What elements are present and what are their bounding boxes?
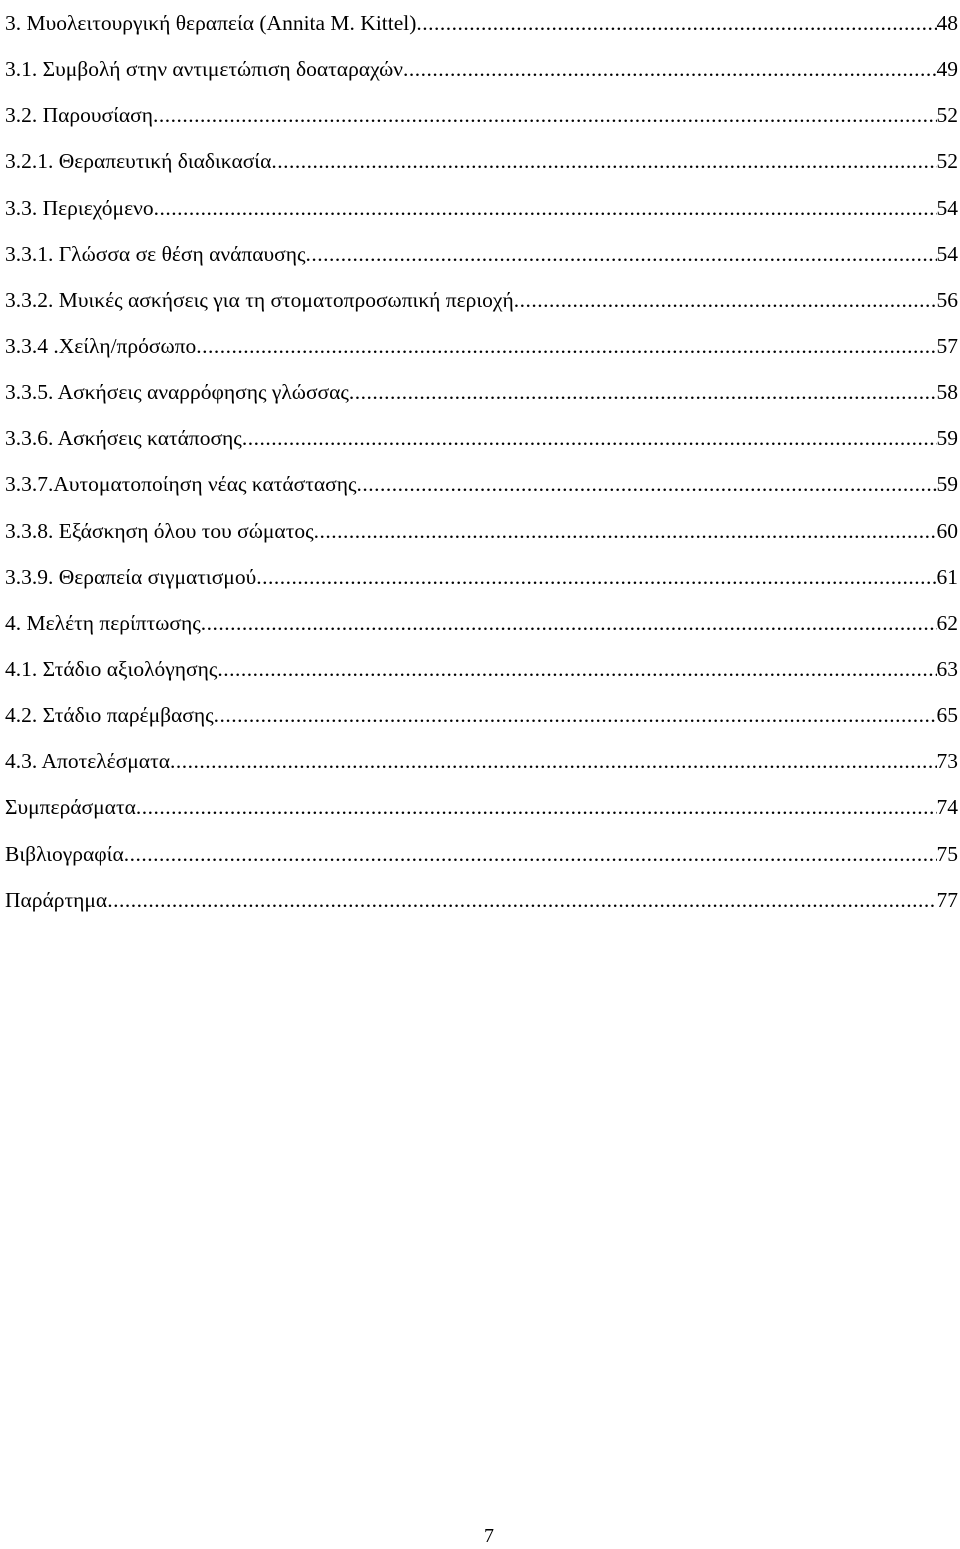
toc-entry-page: 65 [936,703,958,728]
toc-dot-leader [256,554,936,600]
toc-entry-page: 75 [936,841,958,866]
toc-entry-title: 3.3.7.Αυτοματοποίηση νέας κατάστασης [5,472,357,497]
toc-entry-page: 49 [936,57,958,82]
toc-entry[interactable] [5,138,958,184]
toc-entry-page: 59 [936,426,958,451]
toc-entry-title: 3.2.1. Θεραπευτική διαδικασία [5,149,272,174]
toc-dot-leader [403,46,936,92]
toc-entry-title: 3.2. Παρουσίαση [5,103,154,128]
toc-dot-leader [217,646,936,692]
page-number: 7 [484,1525,494,1547]
toc-entry[interactable] [5,0,958,46]
toc-dot-leader [416,0,936,46]
toc-entry[interactable] [5,600,958,646]
toc-entry[interactable] [5,277,958,323]
toc-entry[interactable] [5,784,958,830]
toc-entry[interactable] [5,738,958,784]
toc-entry[interactable] [5,92,958,138]
toc-entry-title: 3.3.8. Εξάσκηση όλου του σώματος [5,518,314,543]
toc-dot-leader [201,600,937,646]
toc-entry-page: 58 [936,380,958,405]
toc-entry-page: 73 [936,749,958,774]
toc-dot-leader [136,784,937,830]
toc-entry-page: 56 [936,287,958,312]
toc-entry-title: 3.3.2. Μυικές ασκήσεις για τη στοματοπροσωπική περιοχή [5,287,514,312]
toc-entry-page: 61 [936,564,958,589]
toc-entry[interactable] [5,831,958,877]
toc-entry-title: 3.3.6. Ασκήσεις κατάποσης [5,426,242,451]
toc-entry-title: 4.3. Αποτελέσματα [5,749,170,774]
toc-entry-title: Βιβλιογραφία [5,841,124,866]
toc-entry-title: Συμπεράσματα [5,795,136,820]
toc-dot-leader [271,138,936,184]
toc-entry[interactable] [5,508,958,554]
toc-entry[interactable] [5,185,958,231]
toc-entry-page: 77 [936,887,958,912]
toc-dot-leader [305,231,936,277]
table-of-contents [5,0,958,923]
toc-entry-title: 4. Μελέτη περίπτωσης [5,610,201,635]
toc-entry-title: 3.3. Περιεχόμενο [5,195,154,220]
toc-entry-page: 62 [936,610,958,635]
toc-entry[interactable] [5,646,958,692]
toc-dot-leader [242,415,937,461]
toc-entry-page: 63 [936,656,958,681]
toc-entry[interactable] [5,877,958,923]
toc-dot-leader [357,461,937,507]
toc-entry-title: 3. Μυολειτουργική θεραπεία (Annita M. Kittel) [5,11,417,35]
toc-entry-title: Παράρτημα [5,887,108,912]
toc-entry-title: 3.1. Συμβολή στην αντιμετώπιση δοαταραχών [5,57,404,82]
toc-entry-page: 52 [936,149,958,174]
toc-entry[interactable] [5,369,958,415]
toc-entry-title: 3.3.9. Θεραπεία σιγματισμού [5,564,257,589]
toc-entry-page: 57 [936,333,958,358]
toc-entry-page: 74 [936,795,958,820]
toc-dot-leader [349,369,937,415]
toc-entry[interactable] [5,554,958,600]
toc-entry[interactable] [5,46,958,92]
toc-dot-leader [107,877,936,923]
toc-dot-leader [314,508,937,554]
toc-entry[interactable] [5,461,958,507]
toc-dot-leader [124,831,937,877]
toc-entry-page: 60 [936,518,958,543]
toc-dot-leader [170,738,937,784]
toc-entry[interactable] [5,692,958,738]
toc-dot-leader [514,277,937,323]
toc-entry-title: 3.3.4 .Χείλη/πρόσωπο [5,333,197,358]
toc-entry-title: 3.3.1. Γλώσσα σε θέση ανάπαυσης [5,241,306,266]
toc-entry-page: 59 [936,472,958,497]
toc-entry-title: 4.1. Στάδιο αξιολόγησης [5,656,218,681]
toc-dot-leader [153,92,936,138]
toc-entry-page: 48 [936,11,958,35]
toc-dot-leader [214,692,937,738]
toc-entry-title: 4.2. Στάδιο παρέμβασης [5,703,214,728]
toc-dot-leader [154,185,937,231]
toc-entry-title: 3.3.5. Ασκήσεις αναρρόφησης γλώσσας [5,380,349,405]
toc-entry[interactable] [5,323,958,369]
toc-entry-page: 54 [936,195,958,220]
toc-entry[interactable] [5,231,958,277]
toc-dot-leader [196,323,936,369]
toc-entry[interactable] [5,415,958,461]
toc-entry-page: 52 [936,103,958,128]
toc-entry-page: 54 [936,241,958,266]
